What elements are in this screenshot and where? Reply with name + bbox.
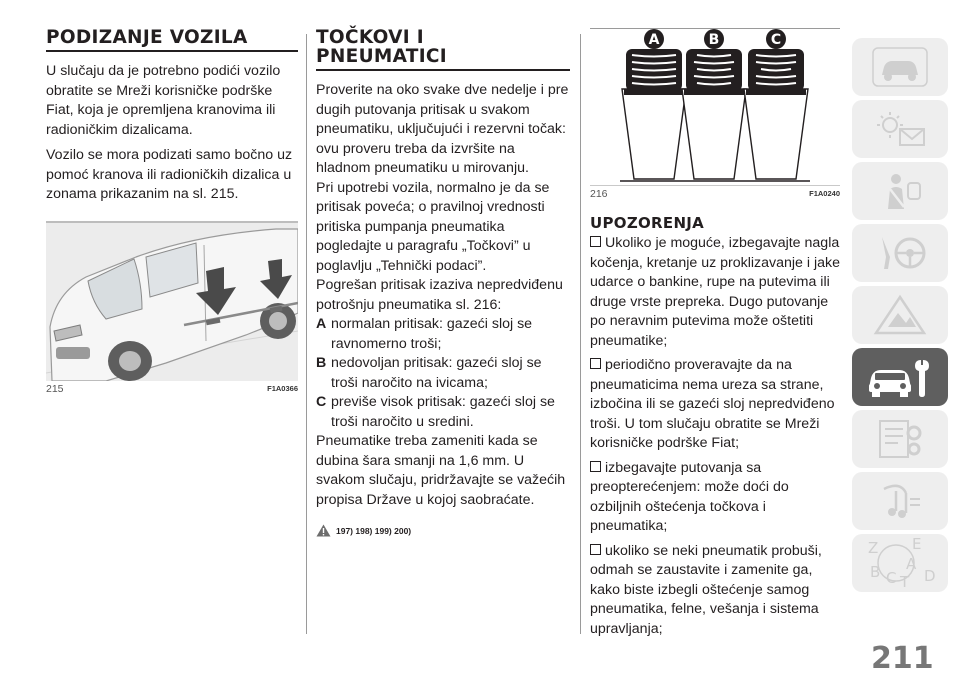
checkbox-bullet-icon [590,461,601,472]
figure-code: F1A0240 [809,189,840,198]
warning-item-text: ukoliko se neki pneumatik probuši, odmah se zaustavite i zamenite ga, kako biste izbegli oštećenje samog pneumatika, felne, vešanja i sistema upravljanja; [590,542,822,637]
lifting-paragraph-1: U slučaju da je potrebno podići vozilo obratite se Mreži korisničke podrške Fiat, koja je opremljena kranovima ili radioničkim dizalicama. [46,63,281,138]
warning-item-text: periodično proveravajte da na pneumaticima nema ureza sa strane, izbočina ili se gazeći sloj nepredviđeno troši. U tom slučaju obratite se Mreži korisničke podrške Fiat; [590,357,835,451]
column-divider [580,34,581,634]
sidebar-tab-warning-lights[interactable] [852,100,948,158]
index-letters-icon [860,537,940,589]
tyre-diagram [744,49,808,179]
warning-lights-icon [870,107,930,151]
warning-reference-numbers: 197) 198) 199) 200) [336,525,412,536]
section-heading-warnings: UPOZORENJA [590,214,705,232]
car-dashboard-icon [870,45,930,89]
section-heading-lifting: PODIZANJE VOZILA [46,28,298,52]
tyre-label-letter: C [770,32,782,48]
emergency-triangle-icon [870,293,930,337]
figure-215-van-lifting-points [46,221,298,381]
list-item-text: normalan pritisak: gazeći sloj se ravnomerno troši; [331,316,533,352]
index-letter: D [924,567,936,585]
tyre-diagram [682,49,746,179]
tyre-label-letter: A [648,32,660,48]
sidebar-tab-emergency[interactable] [852,286,948,344]
index-letter: B [870,563,881,581]
column-warnings [590,28,840,644]
warning-triangle-icon [316,524,331,537]
list-item-letter: C [316,394,327,410]
warning-item-text: Ukoliko je moguće, izbegavajte nagla kočenja, kretanje uz proklizavanje i jake udarce o bankine, rupe na putevima ili druge vrste prepreka. Dugo putovanje po neravnim putevima može oštetiti pneumatike; [590,235,840,349]
sidebar-tab-maintenance[interactable] [852,348,948,406]
sidebar-tab-dashboard[interactable] [852,38,948,96]
warning-item [590,542,840,640]
warning-item-text: izbegavajte putovanja sa preopterećenjem: može doći do ozbiljnih oštećenja točkova i pneumatika; [590,459,789,534]
warning-item [590,459,840,537]
chapter-sidebar [852,38,948,596]
figure-215-caption [46,383,298,399]
safety-seatbelt-icon [870,169,930,213]
list-item [316,393,570,432]
technical-data-icon [870,417,930,461]
index-letter: T [900,573,910,589]
lifting-paragraph-2: Vozilo se mora podizati samo bočno uz pomoć kranova ili radioničkih dizalica u zonama prikazanim na sl. 215. [46,147,293,202]
starting-driving-icon [870,231,930,275]
figure-216-tyre-wear [590,28,840,186]
index-letter: C [886,569,897,587]
column-divider [306,34,307,634]
index-letter: A [906,555,917,573]
tyres-paragraph-1: Proverite na oko svake dve nedelje i pre dugih putovanja pritisak u svakom pneumatiku, uključujući i rezervni točak: ovu proveru treba da izvršite na hladnom pneumatiku u mirovanju. [316,82,569,176]
checkbox-bullet-icon [590,236,601,247]
list-item-text: nedovoljan pritisak: gazeći sloj se troši naročito na ivicama; [331,355,542,391]
list-item-text: previše visok pritisak: gazeći sloj se troši naročito u sredini. [331,394,555,430]
sidebar-tab-technical-data[interactable] [852,410,948,468]
warning-item [590,234,840,351]
page-number: 211 [871,641,934,676]
multimedia-icon [870,479,930,523]
checkbox-bullet-icon [590,544,601,555]
list-item-letter: A [316,316,327,332]
tyre-diagram [622,49,686,179]
checkbox-bullet-icon [590,358,601,369]
figure-code: F1A0366 [267,383,298,393]
figure-number: 216 [590,188,608,200]
list-item-letter: B [316,355,327,371]
list-item [316,315,570,354]
figure-216-caption [590,188,840,204]
tyres-paragraph-3: Pogrešan pritisak izaziva nepredviđenu potrošnju pneumatika sl. 216: [316,277,563,313]
sidebar-tab-safety[interactable] [852,162,948,220]
figure-number: 215 [46,382,64,395]
column-lifting [46,28,298,399]
warning-item [590,356,840,454]
column-wheels-tyres [316,28,570,537]
index-letter: E [912,537,922,553]
sidebar-tab-driving[interactable] [852,224,948,282]
index-letter: Z [868,539,879,557]
list-item [316,354,570,393]
sidebar-tab-index[interactable] [852,534,948,592]
warning-references [316,524,570,537]
tyre-wear-illustration [590,29,840,185]
maintenance-car-wrench-icon [865,354,935,400]
tyres-paragraph-2: Pri upotrebi vozila, normalno je da se pritisak poveća; o pravilnoj vrednosti pritiska pumpanja pneumatika pogledajte u paragrafu „Točkovi” u poglavlju „Tehnički podaci”. [316,179,550,274]
sidebar-tab-multimedia[interactable] [852,472,948,530]
tyre-label-letter: B [708,32,720,48]
section-heading-wheels: TOČKOVI I PNEUMATICI [316,28,570,71]
van-lifting-illustration [46,223,298,381]
tyres-paragraph-4: Pneumatike treba zameniti kada se dubina šara smanji na 1,6 mm. U svakom slučaju, pridržavajte se važećih propisa Države u kojoj saobraćate. [316,433,566,508]
